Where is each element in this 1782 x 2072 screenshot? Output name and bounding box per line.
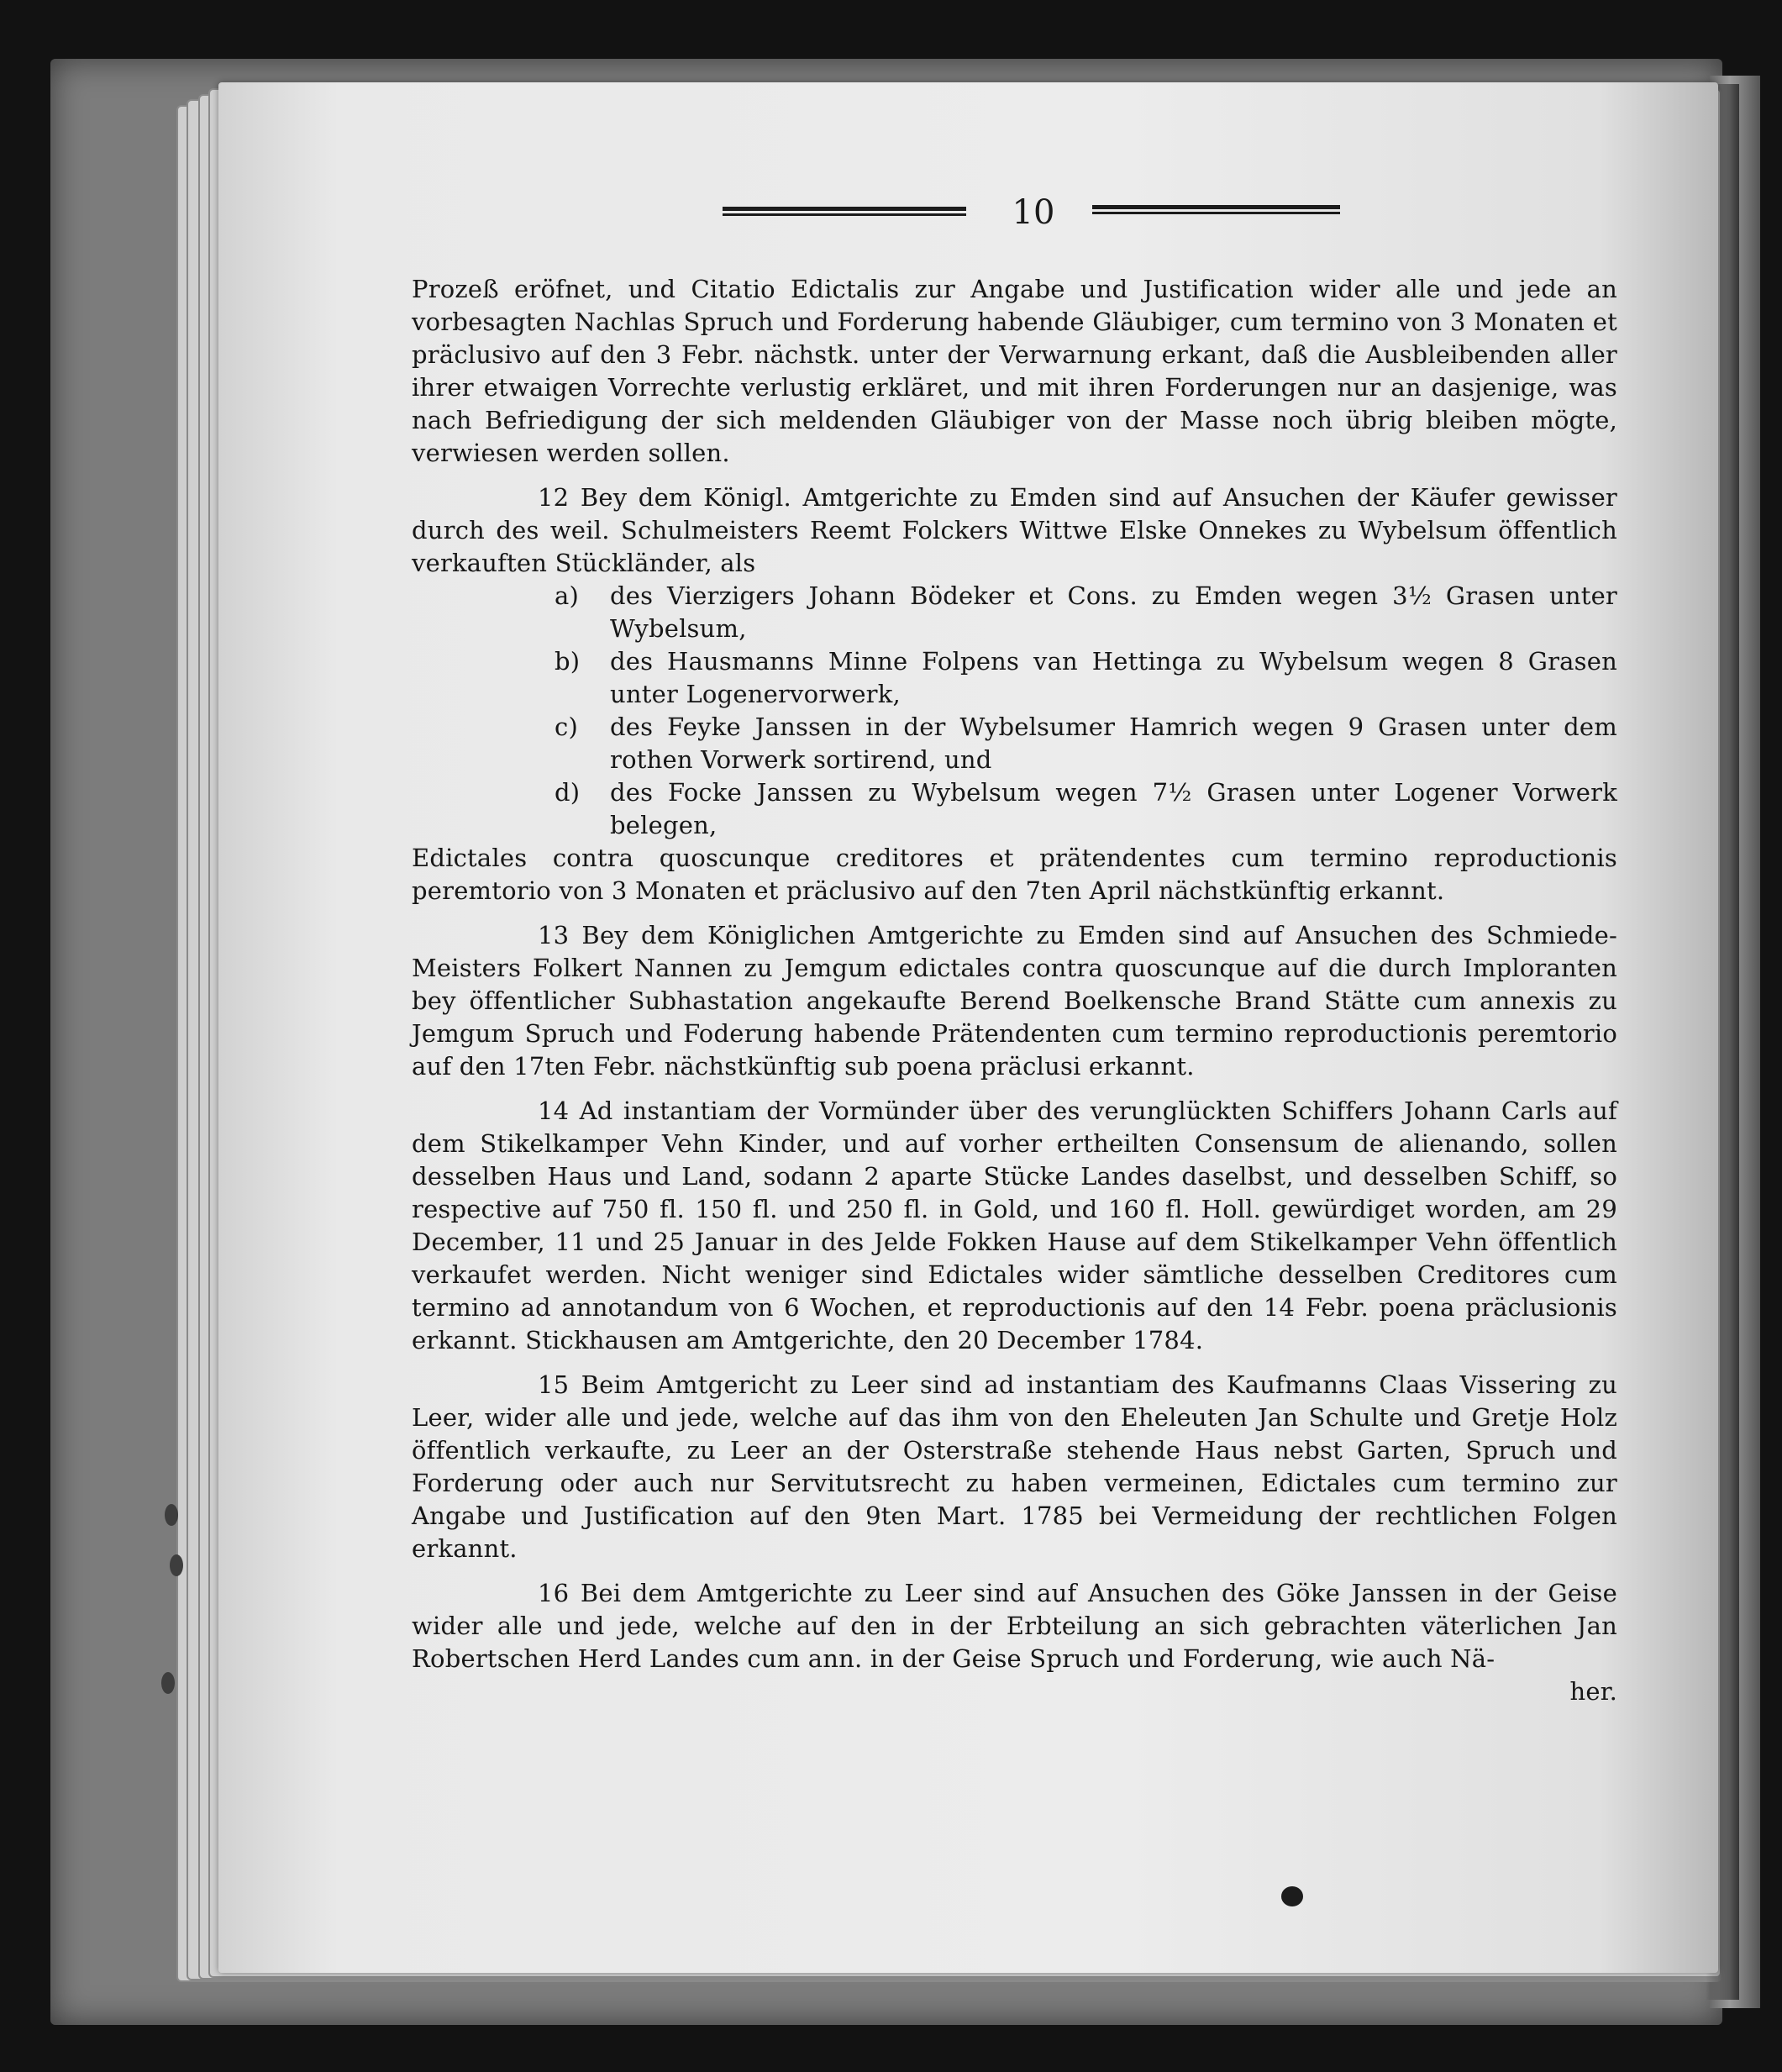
- list-item: [555, 776, 1617, 842]
- binding-hole: [170, 1554, 183, 1576]
- ink-blot: [1281, 1886, 1303, 1906]
- list-item: [555, 645, 1617, 711]
- paragraph-16: 16 Bei dem Amtgerichte zu Leer sind auf Ansuchen des Göke Janssen in der Geise wider alle und jede, welche auf den in der Erbteilung an sich gebrachten väterlichen Jan Robertschen Herd Landes cum ann. in der Geise Spruch und Forderung, wie auch Nä-: [412, 1579, 1617, 1673]
- paragraph-14: 14 Ad instantiam der Vormünder über des verunglückten Schiffers Johann Carls auf dem Stikelkamper Vehn Kinder, und auf vorher ertheilten Consensum de alienando, sollen desselben Haus und Land, sodann 2 aparte Stücke Landes daselbst, und desselben Schiff, so respective auf 750 fl. 150 fl. und 250 fl. in Gold, und 160 fl. Holl. gewürdiget worden, am 29 December, 11 und 25 Januar in des Jelde Fokken Hause auf dem Stikelkamper Vehn öffentlich verkaufet werden. Nicht weniger sind Edictales wider sämtliche desselben Creditores cum termino ad annotandum von 6 Wochen, et reproductionis auf den 14 Febr. poena präclusionis erkannt. Stickhausen am Amtgerichte, den 20 December 1784.: [412, 1096, 1617, 1354]
- parcel-list: [555, 580, 1617, 842]
- item-text: des Hausmanns Minne Folpens van Hettinga zu Wybelsum wegen 8 Grasen unter Logenervorwerk,: [610, 647, 1617, 708]
- header-rule-left: [723, 207, 966, 216]
- catchword-row: [412, 1675, 1617, 1708]
- paragraph-15: 15 Beim Amtgericht zu Leer sind ad instantiam des Kaufmanns Claas Vissering zu Leer, wider alle und jede, welche auf das ihm von den Eheleuten Jan Schulte und Gretje Holz öffentlich verkaufte, zu Leer an der Osterstraße stehende Haus nebst Garten, Spruch und Forderung oder auch nur Servitutsrecht zu haben vermeinen, Edictales cum termino zur Angabe und Justification auf den 9ten Mart. 1785 bei Vermeidung der rechtlichen Folgen erkannt.: [412, 1370, 1617, 1563]
- item-marker: d): [555, 778, 581, 807]
- catchword: her.: [1569, 1677, 1617, 1706]
- item-text: des Focke Janssen zu Wybelsum wegen 7½ Grasen unter Logener Vorwerk belegen,: [610, 778, 1617, 839]
- list-item: [555, 580, 1617, 645]
- item-text: des Feyke Janssen in der Wybelsumer Hamrich wegen 9 Grasen unter dem rothen Vorwerk sortirend, und: [610, 713, 1617, 774]
- paragraph-continuation: Prozeß eröfnet, und Citatio Edictalis zur Angabe und Justification wider alle und jede an vorbesagten Nachlas Spruch und Forderung habende Gläubiger, cum termino von 3 Monaten et präclusivo auf den 3 Febr. nächstk. unter der Verwarnung erkant, daß die Ausbleibenden aller ihrer etwaigen Vorrechte verlustig erkläret, und mit ihren Forderungen nur an dasjenige, was nach Befriedigung der sich meldenden Gläubiger von der Masse noch übrig bleiben mögte, verwiesen werden sollen.: [412, 275, 1617, 467]
- binding-hole: [165, 1504, 178, 1526]
- page-body: [412, 273, 1617, 1708]
- item-marker: c): [555, 713, 578, 741]
- list-item: [555, 711, 1617, 776]
- paragraph-12: 12 Bey dem Königl. Amtgerichte zu Emden sind auf Ansuchen der Käufer gewisser durch des weil. Schulmeisters Reemt Folckers Wittwe Elske Onnekes zu Wybelsum öffentlich verkauften Stückländer, als: [412, 483, 1617, 577]
- paragraph-13: 13 Bey dem Königlichen Amtgerichte zu Emden sind auf Ansuchen des Schmiede-Meisters Folkert Nannen zu Jemgum edictales contra quoscunque auf die durch Imploranten bey öffentlicher Subhastation angekaufte Berend Boelkensche Brand Stätte cum annexis zu Jemgum Spruch und Foderung habende Prätendenten cum termino reproductionis peremtorio auf den 17ten Febr. nächstkünftig sub poena präclusi erkannt.: [412, 921, 1617, 1081]
- page-header: [706, 193, 1512, 235]
- item-marker: a): [555, 581, 580, 610]
- header-rule-right: [1092, 205, 1340, 214]
- item-text: des Vierzigers Johann Bödeker et Cons. zu Emden wegen 3½ Grasen unter Wybelsum,: [610, 581, 1617, 643]
- item-marker: b): [555, 647, 581, 676]
- paragraph-edictales: Edictales contra quoscunque creditores et prätendentes cum termino reproductionis peremtorio von 3 Monaten et präclusivo auf den 7ten April nächstkünftig erkannt.: [412, 844, 1617, 905]
- binding-hole: [161, 1672, 175, 1694]
- page-number: 10: [1012, 193, 1055, 232]
